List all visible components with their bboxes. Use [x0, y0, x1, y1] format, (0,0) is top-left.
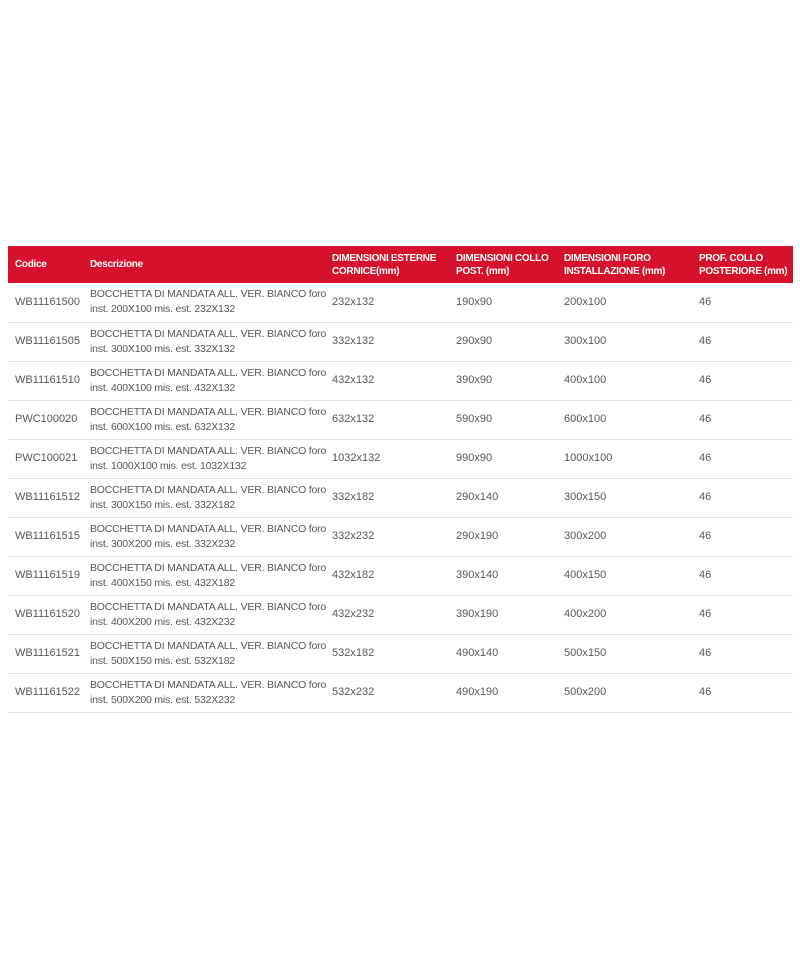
table-row — [8, 634, 793, 673]
cell-dim_esterne: 632x132 — [332, 400, 456, 439]
cell-dim_esterne: 332x132 — [332, 322, 456, 361]
cell-dim_collo: 390x90 — [456, 361, 564, 400]
table-row — [8, 439, 793, 478]
cell-dim_collo: 290x90 — [456, 322, 564, 361]
cell-dim_foro: 400x100 — [564, 361, 699, 400]
cell-dim_foro: 300x150 — [564, 478, 699, 517]
cell-descrizione: BOCCHETTA DI MANDATA ALL. VER. BIANCO foro inst. 300X150 mis. est. 332X182 — [90, 478, 332, 517]
cell-prof_collo: 46 — [699, 634, 793, 673]
column-header-dim_esterne: DIMENSIONI ESTERNE CORNICE(mm) — [332, 246, 456, 283]
column-header-dim_collo: DIMENSIONI COLLO POST. (mm) — [456, 246, 564, 283]
table-body — [8, 283, 793, 712]
cell-dim_foro: 200x100 — [564, 283, 699, 322]
cell-dim_foro: 400x150 — [564, 556, 699, 595]
cell-dim_esterne: 532x232 — [332, 673, 456, 712]
cell-dim_esterne: 232x132 — [332, 283, 456, 322]
table-row — [8, 400, 793, 439]
cell-dim_foro: 300x200 — [564, 517, 699, 556]
column-header-codice: Codice — [8, 246, 90, 283]
cell-dim_foro: 500x200 — [564, 673, 699, 712]
column-header-prof_collo: PROF. COLLO POSTERIORE (mm) — [699, 246, 793, 283]
cell-codice: WB11161505 — [8, 322, 90, 361]
cell-dim_esterne: 532x182 — [332, 634, 456, 673]
cell-codice: PWC100021 — [8, 439, 90, 478]
cell-prof_collo: 46 — [699, 556, 793, 595]
table-row — [8, 361, 793, 400]
cell-descrizione: BOCCHETTA DI MANDATA ALL. VER. BIANCO foro inst. 400X150 mis. est. 432X182 — [90, 556, 332, 595]
cell-descrizione: BOCCHETTA DI MANDATA ALL. VER. BIANCO foro inst. 300X200 mis. est. 332X232 — [90, 517, 332, 556]
cell-descrizione: BOCCHETTA DI MANDATA ALL. VER. BIANCO foro inst. 200X100 mis. est. 232X132 — [90, 283, 332, 322]
cell-dim_foro: 400x200 — [564, 595, 699, 634]
cell-prof_collo: 46 — [699, 322, 793, 361]
product-spec-table — [8, 246, 793, 713]
cell-dim_esterne: 1032x132 — [332, 439, 456, 478]
cell-prof_collo: 46 — [699, 595, 793, 634]
table-row — [8, 478, 793, 517]
cell-descrizione: BOCCHETTA DI MANDATA ALL. VER. BIANCO foro inst. 500X150 mis. est. 532X182 — [90, 634, 332, 673]
cell-descrizione: BOCCHETTA DI MANDATA ALL. VER. BIANCO foro inst. 600X100 mis. est. 632X132 — [90, 400, 332, 439]
cell-dim_esterne: 332x182 — [332, 478, 456, 517]
table-row — [8, 517, 793, 556]
table-row — [8, 283, 793, 322]
column-header-dim_foro: DIMENSIONI FORO INSTALLAZIONE (mm) — [564, 246, 699, 283]
cell-dim_collo: 590x90 — [456, 400, 564, 439]
cell-dim_foro: 300x100 — [564, 322, 699, 361]
cell-dim_esterne: 432x232 — [332, 595, 456, 634]
cell-prof_collo: 46 — [699, 478, 793, 517]
cell-codice: WB11161500 — [8, 283, 90, 322]
cell-codice: WB11161515 — [8, 517, 90, 556]
table-row — [8, 556, 793, 595]
cell-dim_collo: 490x190 — [456, 673, 564, 712]
cell-dim_collo: 390x190 — [456, 595, 564, 634]
cell-descrizione: BOCCHETTA DI MANDATA ALL. VER. BIANCO foro inst. 400X100 mis. est. 432X132 — [90, 361, 332, 400]
product-spec-table-container — [8, 246, 793, 713]
cell-codice: WB11161520 — [8, 595, 90, 634]
cell-prof_collo: 46 — [699, 439, 793, 478]
cell-dim_collo: 290x140 — [456, 478, 564, 517]
cell-descrizione: BOCCHETTA DI MANDATA ALL. VER. BIANCO foro inst. 500X200 mis. est. 532X232 — [90, 673, 332, 712]
cell-dim_collo: 290x190 — [456, 517, 564, 556]
cell-codice: WB11161522 — [8, 673, 90, 712]
table-row — [8, 673, 793, 712]
cell-prof_collo: 46 — [699, 400, 793, 439]
column-header-descrizione: Descrizione — [90, 246, 332, 283]
cell-prof_collo: 46 — [699, 673, 793, 712]
cell-codice: PWC100020 — [8, 400, 90, 439]
cell-codice: WB11161512 — [8, 478, 90, 517]
cell-descrizione: BOCCHETTA DI MANDATA ALL. VER. BIANCO foro inst. 300X100 mis. est. 332X132 — [90, 322, 332, 361]
cell-codice: WB11161521 — [8, 634, 90, 673]
cell-dim_foro: 600x100 — [564, 400, 699, 439]
cell-prof_collo: 46 — [699, 361, 793, 400]
cell-codice: WB11161510 — [8, 361, 90, 400]
cell-descrizione: BOCCHETTA DI MANDATA ALL. VER. BIANCO foro inst. 1000X100 mis. est. 1032X132 — [90, 439, 332, 478]
table-header — [8, 246, 793, 283]
cell-prof_collo: 46 — [699, 283, 793, 322]
cell-dim_esterne: 432x182 — [332, 556, 456, 595]
cell-dim_foro: 500x150 — [564, 634, 699, 673]
cell-dim_esterne: 332x232 — [332, 517, 456, 556]
cell-dim_collo: 190x90 — [456, 283, 564, 322]
cell-prof_collo: 46 — [699, 517, 793, 556]
table-row — [8, 595, 793, 634]
table-header-row — [8, 246, 793, 283]
cell-dim_foro: 1000x100 — [564, 439, 699, 478]
cell-dim_collo: 390x140 — [456, 556, 564, 595]
cell-descrizione: BOCCHETTA DI MANDATA ALL. VER. BIANCO foro inst. 400X200 mis. est. 432X232 — [90, 595, 332, 634]
cell-dim_collo: 990x90 — [456, 439, 564, 478]
table-row — [8, 322, 793, 361]
cell-codice: WB11161519 — [8, 556, 90, 595]
cell-dim_collo: 490x140 — [456, 634, 564, 673]
cell-dim_esterne: 432x132 — [332, 361, 456, 400]
